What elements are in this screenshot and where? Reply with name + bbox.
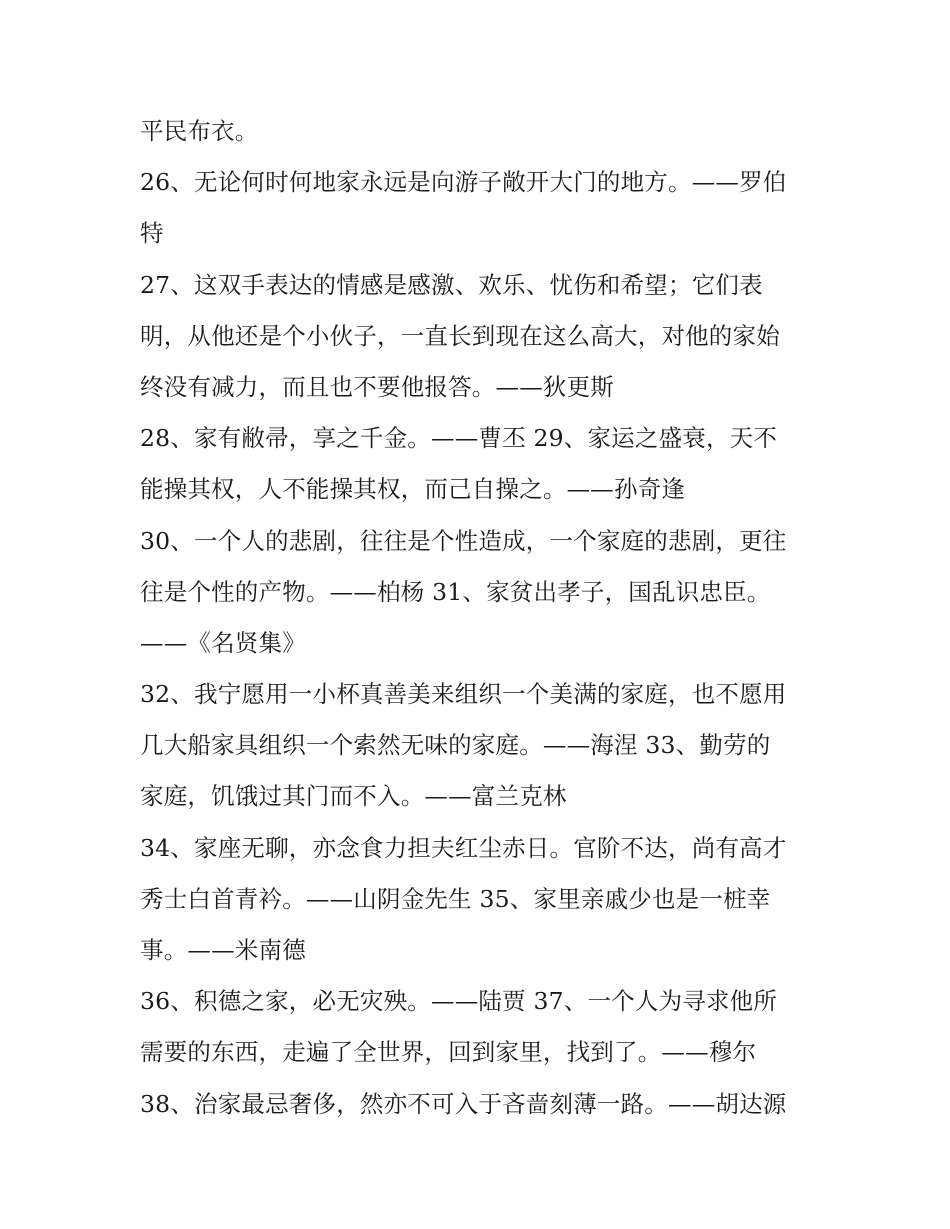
text-line: 30、一个人的悲剧，往往是个性造成，一个家庭的悲剧，更往: [140, 526, 787, 555]
text-line: 能操其权，人不能操其权，而己自操之。——孙奇逢: [140, 475, 686, 504]
text-line: 几大船家具组织一个索然无味的家庭。——海涅 33、勤劳的: [140, 731, 771, 760]
text-line: 特: [140, 219, 164, 248]
text-line: 需要的东西，走遍了全世界，回到家里，找到了。——穆尔: [140, 1038, 757, 1067]
text-line: 28、家有敝帚，享之千金。——曹丕 29、家运之盛衰，天不: [140, 424, 778, 453]
text-line: 终没有减力，而且也不要他报答。——狄更斯: [140, 372, 614, 401]
text-line: 秀士白首青衿。——山阴金先生 35、家里亲戚少也是一桩幸: [140, 884, 771, 913]
text-line: 26、无论何时何地家永远是向游子敞开大门的地方。——罗伯: [140, 168, 787, 197]
text-line: 27、这双手表达的情感是感激、欢乐、忧伤和希望；它们表: [140, 270, 763, 299]
text-line: 32、我宁愿用一小杯真善美来组织一个美满的家庭，也不愿用: [140, 680, 787, 709]
text-line: 事。——米南德: [140, 936, 306, 964]
document-body: [140, 106, 820, 1130]
text-line: 往是个性的产物。——柏杨 31、家贫出孝子，国乱识忠臣。: [140, 577, 771, 606]
text-line: 平民布衣。: [140, 117, 259, 145]
text-line: 34、家座无聊，亦念食力担夫红尘赤日。官阶不达，尚有高才: [140, 833, 787, 862]
text-line: 明，从他还是个小伙子，一直长到现在这么高大，对他的家始: [140, 321, 780, 350]
text-line: 家庭，饥饿过其门而不入。——富兰克林: [140, 782, 567, 811]
text-line: ——《名贤集》: [140, 628, 306, 657]
text-line: 36、积德之家，必无灾殃。——陆贾 37、一个人为寻求他所: [140, 987, 778, 1016]
text-line: 38、治家最忌奢侈，然亦不可入于吝啬刻薄一路。——胡达源: [140, 1089, 787, 1118]
